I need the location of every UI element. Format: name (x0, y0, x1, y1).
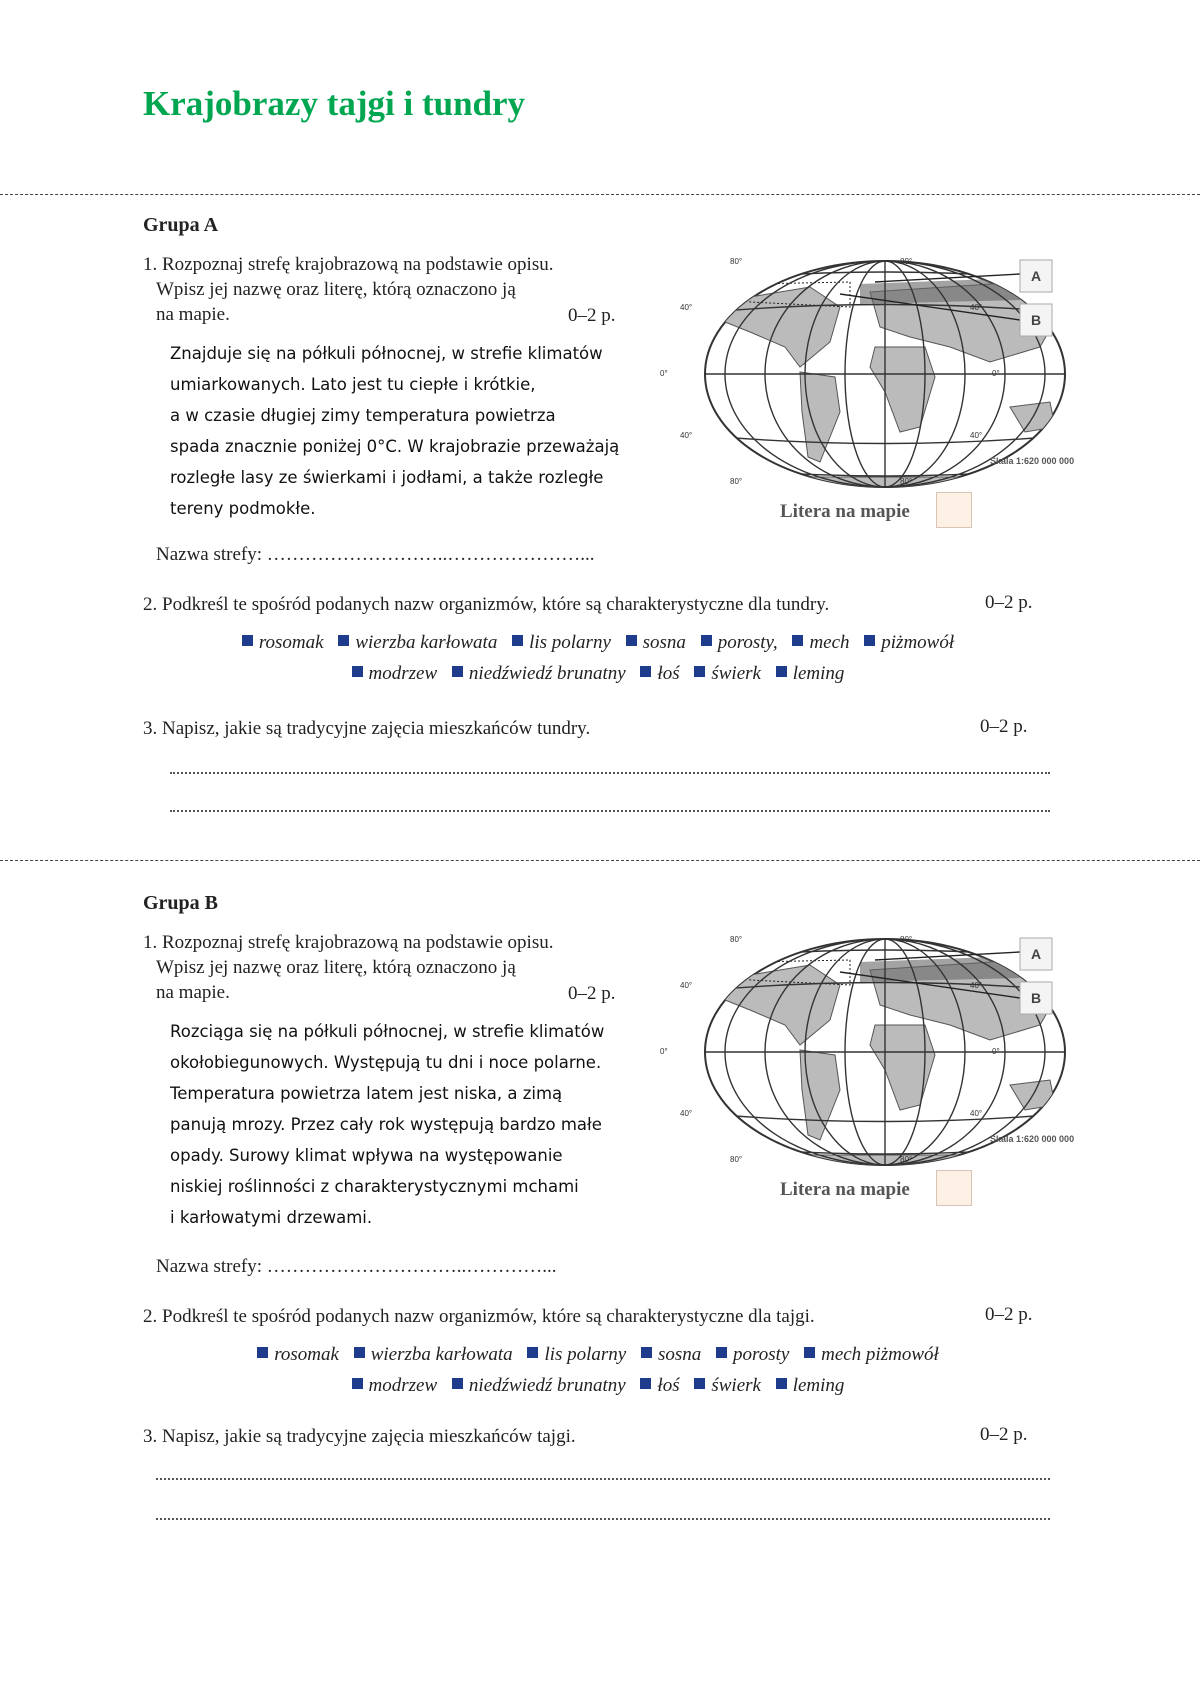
task1-line3: na mapie. (156, 982, 230, 1003)
section-separator (0, 194, 1200, 195)
organism-item[interactable]: niedźwiedź brunatny (452, 658, 626, 689)
world-map-graphic (660, 930, 1120, 1220)
task3-text: 3. Napisz, jakie są tradycyjne zajęcia mieszkańców tundry. (143, 718, 591, 739)
organism-item[interactable]: sosna (626, 627, 686, 658)
organism-item[interactable]: lis polarny (527, 1339, 626, 1370)
world-map-graphic (660, 252, 1120, 542)
map-tick-label: 80° (900, 935, 913, 944)
world-map (660, 252, 1120, 542)
task3-points: 0–2 p. (980, 716, 1028, 737)
organism-item[interactable]: lis polarny (512, 627, 611, 658)
group-title: Grupa B (143, 892, 219, 914)
letter-on-map-label: Litera na mapie (780, 501, 910, 522)
map-tick-label: 40° (970, 981, 983, 990)
organism-item[interactable]: wierzba karłowata (354, 1339, 513, 1370)
organism-row (143, 658, 1053, 689)
organism-item[interactable]: świerk (694, 658, 761, 689)
svg-text:0°: 0° (660, 369, 668, 378)
task2-points: 0–2 p. (985, 592, 1033, 613)
page-title: Krajobrazy tajgi i tundry (143, 84, 526, 123)
task3-points: 0–2 p. (980, 1424, 1028, 1445)
map-tick-label: 40° (680, 1109, 693, 1118)
zone-name-answer-line[interactable]: Nazwa strefy: …………………………..…………... (156, 1256, 557, 1277)
organism-item[interactable]: wierzba karłowata (338, 627, 497, 658)
task2-points: 0–2 p. (985, 1304, 1033, 1325)
label-b: B (1030, 990, 1042, 1006)
description-line: Znajduje się na półkuli północnej, w strefie klimatów (170, 344, 603, 363)
description-line: rozległe lasy ze świerkami i jodłami, a także rozległe (170, 468, 604, 487)
task1-line1: 1. Rozpoznaj strefę krajobrazową na podstawie opisu. (143, 932, 554, 953)
letter-answer-box[interactable] (936, 492, 972, 528)
map-tick-label: 80° (730, 935, 743, 944)
organism-row (143, 1370, 1053, 1401)
organism-item[interactable]: sosna (641, 1339, 701, 1370)
description-line: a w czasie długiej zimy temperatura powietrza (170, 406, 556, 425)
svg-text:80°: 80° (730, 257, 743, 266)
map-tick-label: 0° (660, 1047, 668, 1056)
description-line: okołobiegunowych. Występują tu dni i noce polarne. (170, 1053, 602, 1072)
world-map (660, 930, 1120, 1220)
letter-answer-box[interactable] (936, 1170, 972, 1206)
organism-row (143, 1339, 1053, 1370)
map-tick-label: 80° (900, 1155, 913, 1164)
group-a (0, 214, 1200, 834)
organism-item[interactable]: rosomak (242, 627, 324, 658)
answer-dotted-line[interactable] (156, 1518, 1050, 1520)
task1-points: 0–2 p. (568, 305, 616, 326)
organism-item[interactable]: modrzew (352, 1370, 438, 1401)
description-line: Temperatura powietrza latem jest niska, a zimą (170, 1084, 563, 1103)
task1-line2: Wpisz jej nazwę oraz literę, którą oznaczono ją (156, 279, 516, 300)
organism-item[interactable]: świerk (694, 1370, 761, 1401)
organism-item[interactable]: piżmowół (864, 627, 954, 658)
map-tick-label: 80° (730, 1155, 743, 1164)
svg-text:80°: 80° (900, 257, 913, 266)
svg-text:80°: 80° (730, 477, 743, 486)
organism-item[interactable]: rosomak (257, 1339, 339, 1370)
description-line: niskiej roślinności z charakterystycznymi mchami (170, 1177, 579, 1196)
organism-item[interactable]: niedźwiedź brunatny (452, 1370, 626, 1401)
organism-row (143, 627, 1053, 658)
map-tick-label: 40° (970, 1109, 983, 1118)
answer-dotted-line[interactable] (170, 810, 1050, 812)
description-line: tereny podmokłe. (170, 499, 316, 518)
zone-description (170, 338, 660, 524)
organism-list (143, 627, 1053, 689)
svg-text:40°: 40° (680, 303, 693, 312)
answer-dotted-line[interactable] (156, 1478, 1050, 1480)
map-scale: Skala 1:620 000 000 (990, 1134, 1075, 1144)
task1-line3: na mapie. (156, 304, 230, 325)
task3-text: 3. Napisz, jakie są tradycyjne zajęcia mieszkańców tajgi. (143, 1426, 576, 1447)
answer-dotted-line[interactable] (170, 772, 1050, 774)
svg-text:40°: 40° (680, 431, 693, 440)
map-tick-label: 0° (992, 1047, 1000, 1056)
map-tick-label: 40° (680, 981, 693, 990)
task2-text: 2. Podkreśl te spośród podanych nazw organizmów, które są charakterystyczne dla tundry. (143, 594, 830, 615)
organism-item[interactable]: leming (776, 1370, 845, 1401)
label-b: B (1030, 312, 1042, 328)
description-line: spada znacznie poniżej 0°C. W krajobrazie przeważają (170, 437, 620, 456)
map-scale: Skala 1:620 000 000 (990, 456, 1075, 466)
description-line: opady. Surowy klimat wpływa na występowanie (170, 1146, 563, 1165)
task1-line2: Wpisz jej nazwę oraz literę, którą oznaczono ją (156, 957, 516, 978)
task1-line1: 1. Rozpoznaj strefę krajobrazową na podstawie opisu. (143, 254, 554, 275)
section-separator (0, 860, 1200, 861)
task1-points: 0–2 p. (568, 983, 616, 1004)
group-b (0, 892, 1200, 1532)
description-line: i karłowatymi drzewami. (170, 1208, 373, 1227)
organism-list (143, 1339, 1053, 1401)
zone-description (170, 1016, 660, 1233)
svg-text:80°: 80° (900, 477, 913, 486)
organism-item[interactable]: leming (776, 658, 845, 689)
organism-item[interactable]: modrzew (352, 658, 438, 689)
description-line: panują mrozy. Przez cały rok występują bardzo małe (170, 1115, 602, 1134)
label-a: A (1030, 946, 1042, 962)
description-line: Rozciąga się na półkuli północnej, w strefie klimatów (170, 1022, 605, 1041)
organism-item[interactable]: porosty (716, 1339, 789, 1370)
description-line: umiarkowanych. Lato jest tu ciepłe i krótkie, (170, 375, 536, 394)
svg-text:40°: 40° (970, 303, 983, 312)
organism-item[interactable]: łoś (640, 658, 679, 689)
svg-text:40°: 40° (970, 431, 983, 440)
svg-text:0°: 0° (992, 369, 1000, 378)
zone-name-answer-line[interactable]: Nazwa strefy: ………………………..…………………... (156, 544, 595, 565)
label-a: A (1030, 268, 1042, 284)
organism-item[interactable]: łoś (640, 1370, 679, 1401)
organism-item[interactable]: mech piżmowół (804, 1339, 939, 1370)
task2-text: 2. Podkreśl te spośród podanych nazw organizmów, które są charakterystyczne dla tajgi. (143, 1306, 815, 1327)
organism-item[interactable]: mech (792, 627, 849, 658)
group-title: Grupa A (143, 214, 219, 236)
organism-item[interactable]: porosty, (701, 627, 778, 658)
letter-on-map-label: Litera na mapie (780, 1179, 910, 1200)
